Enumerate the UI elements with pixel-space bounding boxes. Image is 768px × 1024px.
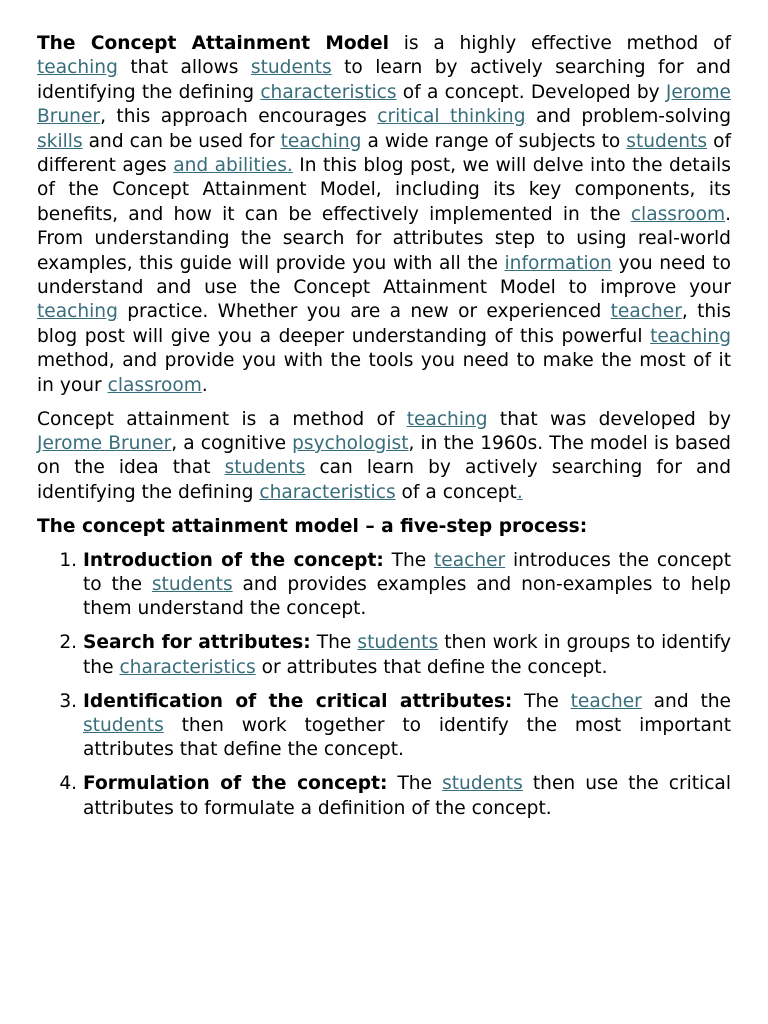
intro-text-3: to learn by actively searching for and identifying the defining	[37, 57, 731, 103]
intro-text-15: method, and provide you with the tools you need to make the most of it in your	[37, 350, 731, 396]
link-critical-thinking[interactable]: critical thinking	[377, 106, 526, 128]
step-text: The	[387, 773, 443, 795]
intro-text-7: and can be used for	[82, 130, 281, 152]
link-period[interactable]: .	[516, 481, 523, 503]
link-students[interactable]: students	[83, 715, 164, 737]
link-students[interactable]: students	[151, 574, 233, 596]
steps-list	[37, 549, 731, 822]
step-text: or attributes that define the concept.	[255, 656, 608, 678]
definition-paragraph	[37, 408, 731, 506]
link-teaching[interactable]: teaching	[406, 408, 488, 430]
step-title: Formulation of the concept:	[83, 773, 388, 795]
link-classroom[interactable]: classroom	[107, 374, 202, 396]
list-item	[83, 631, 731, 680]
link-characteristics[interactable]: characteristics	[259, 481, 396, 503]
intro-text-2: that allows	[117, 57, 251, 79]
intro-text-16: .	[201, 374, 208, 396]
link-students[interactable]: students	[250, 57, 332, 79]
intro-text-1: is a highly effective method of	[388, 33, 731, 54]
list-item	[83, 549, 731, 622]
link-teaching[interactable]: teaching	[650, 325, 731, 347]
step-text: The	[383, 549, 434, 571]
step-text: The	[512, 690, 571, 712]
link-information[interactable]: information	[504, 252, 612, 274]
intro-text-10: In this blog post, we will delve into the details of the Concept Attainment Model, including its key components, its benefits, and how it can be effectively implemented in the	[37, 155, 731, 225]
process-heading	[37, 515, 731, 539]
intro-text-8: a wide range of subjects to	[361, 130, 627, 152]
def-text-1: Concept attainment is a method of	[37, 408, 407, 430]
link-characteristics[interactable]: characteristics	[119, 656, 256, 678]
link-psychologist[interactable]: psychologist	[292, 433, 409, 454]
intro-text-11: . From understanding the search for attributes step to using real-world examples, this guide will provide you with all the	[37, 203, 731, 274]
intro-text-4: of a concept. Developed by	[396, 81, 666, 103]
link-skills[interactable]: skills	[37, 130, 83, 152]
link-students[interactable]: students	[626, 130, 708, 152]
link-classroom[interactable]: classroom	[630, 203, 726, 225]
link-teaching[interactable]: teaching	[37, 57, 118, 79]
def-text-4: , in the 1960s. The model is based on the idea that	[37, 433, 731, 479]
intro-text-14: , this blog post will give you a deeper understanding of this powerful	[37, 301, 732, 347]
list-item	[83, 690, 731, 763]
step-text: then work together to identify the most important attributes that define the concept.	[83, 715, 731, 761]
link-students[interactable]: students	[224, 457, 306, 479]
link-jerome-bruner[interactable]: Jerome Bruner	[37, 81, 731, 128]
link-jerome-bruner[interactable]: Jerome Bruner	[37, 433, 172, 454]
link-students[interactable]: students	[442, 773, 523, 795]
step-title: Identification of the critical attributes:	[83, 690, 513, 712]
link-students[interactable]: students	[357, 632, 439, 654]
step-text: and the	[641, 690, 731, 712]
link-teacher[interactable]: teacher	[610, 301, 682, 323]
step-text: and provides examples and non-examples to help them understand the concept.	[83, 574, 731, 620]
link-characteristics[interactable]: characteristics	[260, 81, 397, 103]
link-teacher[interactable]: teacher	[433, 549, 506, 571]
link-teacher[interactable]: teacher	[570, 690, 642, 712]
def-text-3: , a cognitive	[171, 433, 293, 454]
intro-text-5: , this approach encourages	[100, 106, 378, 128]
def-text-5: can learn by actively searching for and identifying the defining	[37, 457, 731, 503]
intro-paragraph	[37, 32, 731, 398]
step-text: introduces the concept to the	[83, 549, 731, 596]
step-text: then work in groups to identify the	[83, 632, 732, 678]
intro-text-12: you need to understand and use the Concept Attainment Model to improve your	[37, 252, 731, 299]
step-title: Search for attributes:	[83, 632, 311, 654]
def-text-6: of a concept	[395, 481, 517, 503]
step-text: then use the critical attributes to formulate a definition of the concept.	[83, 773, 731, 819]
intro-text-13: practice. Whether you are a new or experienced	[117, 301, 611, 323]
def-text-2: that was developed by	[487, 408, 731, 430]
link-teaching[interactable]: teaching	[37, 301, 118, 323]
list-item	[83, 772, 731, 821]
link-and-abilities[interactable]: and abilities.	[173, 155, 293, 177]
step-text: The	[310, 632, 358, 654]
intro-text-9: of different ages	[37, 130, 731, 177]
intro-title: The Concept Attainment Model	[37, 33, 389, 54]
link-teaching[interactable]: teaching	[280, 130, 362, 152]
process-heading-text: The concept attainment model – a five-step process:	[37, 515, 588, 537]
intro-text-6: and problem-solving	[525, 106, 732, 128]
step-title: Introduction of the concept:	[83, 549, 384, 571]
